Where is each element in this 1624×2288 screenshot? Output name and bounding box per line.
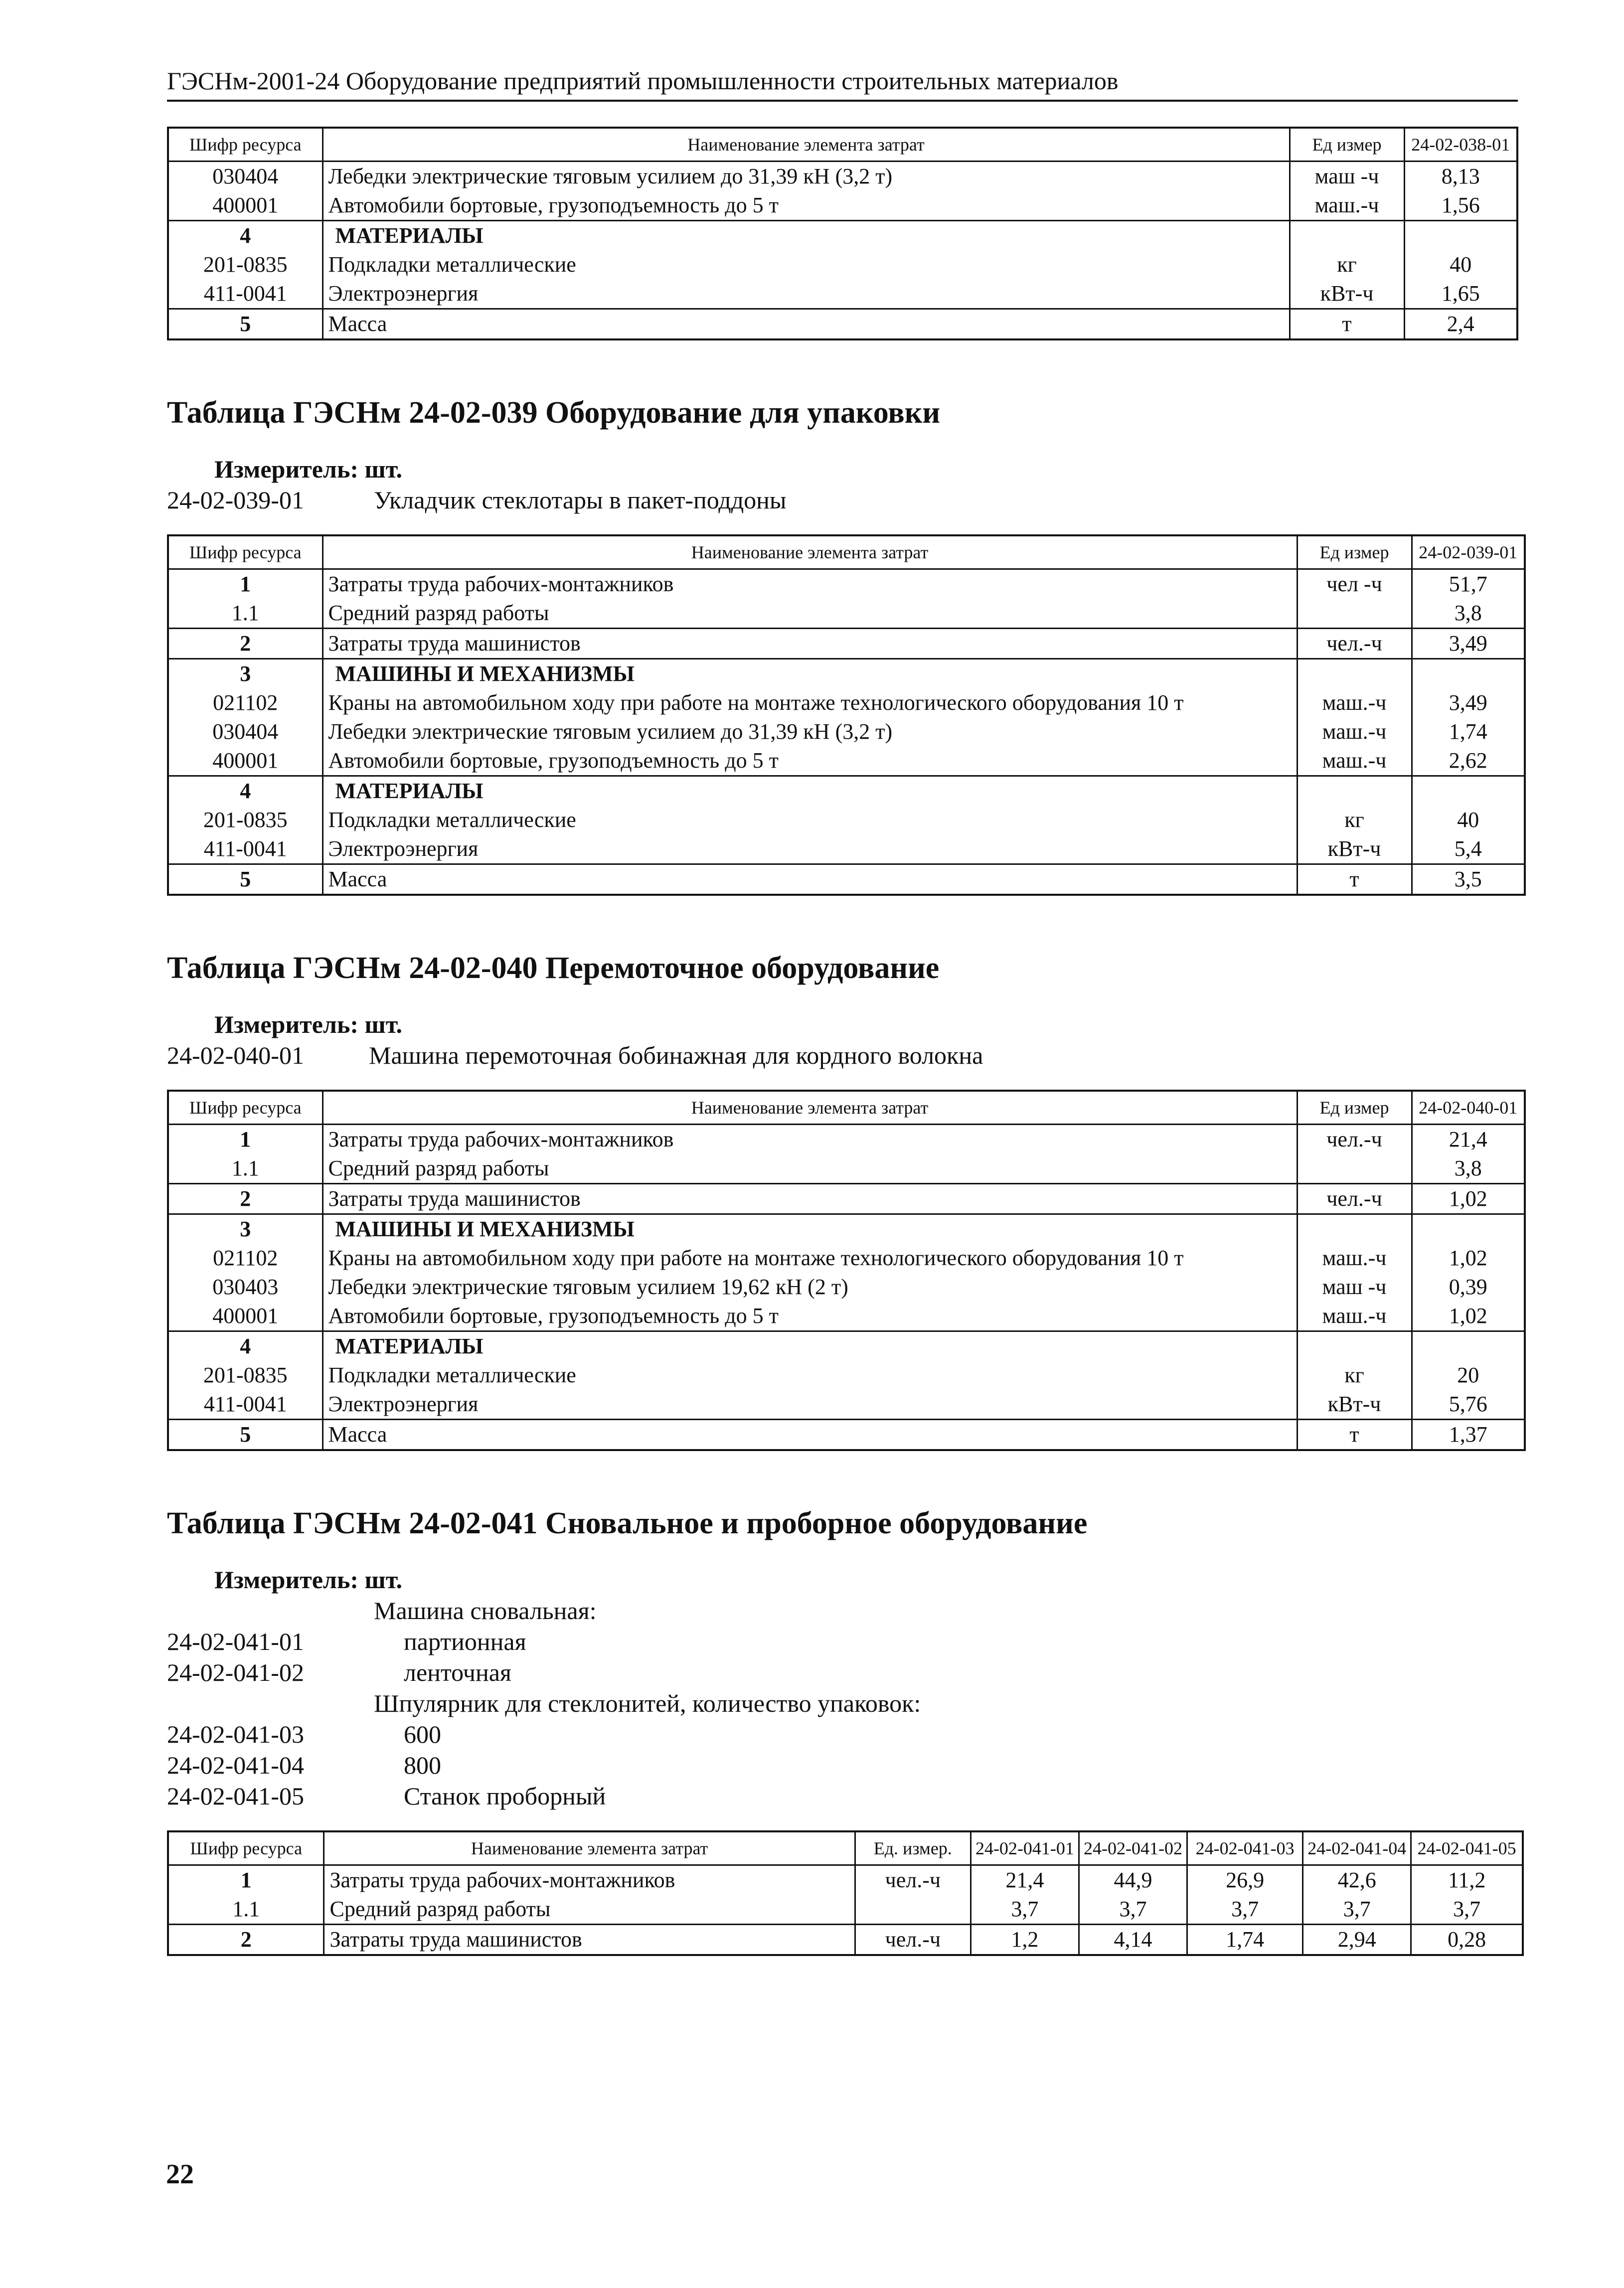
cell-name: Лебедки электрические тяговым усилием 19,62 кН (2 т)	[323, 1273, 1297, 1302]
cell-name: Затраты труда рабочих-монтажников	[323, 569, 1297, 599]
measure-label: Измеритель:	[214, 1566, 359, 1594]
cell-value: 2,62	[1412, 746, 1525, 776]
item-line	[167, 1750, 1518, 1781]
col-header-name: Наименование элемента затрат	[323, 128, 1290, 162]
table-row	[168, 1184, 1525, 1214]
cell-value: 8,13	[1404, 162, 1517, 191]
cell-value: 1,02	[1412, 1184, 1525, 1214]
page-number: 22	[166, 2159, 194, 2190]
table-row	[168, 1895, 1523, 1925]
cell-unit: кВт-ч	[1297, 1390, 1412, 1420]
cell-name: Средний разряд работы	[323, 599, 1297, 629]
item-line	[167, 1719, 1518, 1750]
cell-name: Затраты труда машинистов	[324, 1925, 855, 1956]
cell-value: 1,2	[971, 1925, 1079, 1956]
item-line	[167, 485, 1518, 515]
cell-value: 21,4	[1412, 1125, 1525, 1154]
cell-code: 1.1	[231, 1156, 259, 1180]
cell-value: 0,39	[1412, 1273, 1525, 1302]
item-name: 800	[404, 1751, 441, 1779]
cell-value: 4,14	[1079, 1925, 1187, 1956]
cell-unit: маш.-ч	[1290, 191, 1404, 221]
cell-name: Подкладки металлические	[323, 806, 1297, 834]
cell-unit	[1290, 221, 1404, 251]
cell-code: 4	[168, 776, 323, 806]
table-row	[168, 599, 1525, 629]
cell-value: 3,7	[1303, 1895, 1411, 1925]
cell-code: 411-0041	[203, 1392, 287, 1416]
col-header-value: 24-02-039-01	[1412, 535, 1525, 569]
cell-name: Лебедки электрические тяговым усилием до 31,39 кН (3,2 т)	[323, 717, 1297, 746]
cell-value: 1,02	[1412, 1302, 1525, 1331]
table-row	[168, 1865, 1523, 1895]
cell-unit	[1297, 1331, 1412, 1361]
table-row	[168, 864, 1525, 895]
table-row	[168, 1925, 1523, 1956]
cell-name: Электроэнергия	[323, 834, 1297, 864]
col-header-unit: Ед измер	[1297, 1091, 1412, 1125]
cell-value	[1412, 776, 1525, 806]
table-row	[168, 1420, 1525, 1451]
cell-value	[1412, 1331, 1525, 1361]
cell-name: Затраты труда машинистов	[323, 629, 1297, 659]
table-041	[167, 1830, 1524, 1956]
cell-unit	[1297, 1214, 1412, 1244]
cell-unit: кг	[1290, 250, 1404, 279]
table-039	[167, 534, 1526, 896]
item-code: 24-02-041-01	[167, 1628, 304, 1655]
table-row	[168, 629, 1525, 659]
item-name: Машина перемоточная бобинажная для кордного волокна	[369, 1041, 983, 1069]
cell-unit: чел.-ч	[1297, 1125, 1412, 1154]
cell-code: 030404	[212, 719, 279, 744]
cell-name: Затраты труда рабочих-монтажников	[323, 1125, 1297, 1154]
item-line	[167, 1781, 1518, 1811]
table-row	[168, 1273, 1525, 1302]
cell-code: 5	[168, 309, 323, 340]
cell-code: 3	[168, 659, 323, 689]
col-header-value: 24-02-038-01	[1404, 128, 1517, 162]
cell-code: 1	[240, 1868, 252, 1892]
cell-code: 400001	[212, 193, 279, 217]
table-row	[168, 688, 1525, 717]
cell-value: 42,6	[1303, 1865, 1411, 1895]
cell-value: 3,49	[1412, 629, 1525, 659]
cell-code: 2	[168, 1925, 324, 1956]
cell-name: МАТЕРИАЛЫ	[323, 776, 1297, 806]
cell-code: 411-0041	[203, 281, 287, 306]
table-row-section	[168, 659, 1525, 689]
measure-unit: шт.	[364, 1566, 403, 1594]
cell-code: 400001	[212, 1304, 279, 1328]
item-code: 24-02-040-01	[167, 1041, 304, 1069]
cell-code: 411-0041	[203, 836, 287, 861]
table-row	[168, 191, 1517, 221]
cell-unit: т	[1297, 1420, 1412, 1451]
table-row	[168, 1361, 1525, 1390]
cell-value: 26,9	[1187, 1865, 1303, 1895]
cell-value: 3,8	[1412, 1154, 1525, 1184]
col-header-unit: Ед. измер.	[855, 1831, 971, 1865]
table-row-section	[168, 221, 1517, 251]
cell-name: МАТЕРИАЛЫ	[323, 221, 1290, 251]
col-header-name: Наименование элемента затрат	[323, 535, 1297, 569]
item-name: партионная	[404, 1628, 526, 1655]
cell-unit: кг	[1297, 806, 1412, 834]
cell-unit: маш.-ч	[1297, 1244, 1412, 1273]
cell-name: Подкладки металлические	[323, 1361, 1297, 1390]
col-header-code: Шифр ресурса	[168, 1091, 323, 1125]
cell-value: 5,76	[1412, 1390, 1525, 1420]
cell-code: 201-0835	[203, 1363, 288, 1387]
cell-unit	[1297, 659, 1412, 689]
cell-value: 3,8	[1412, 599, 1525, 629]
item-line	[167, 1626, 1518, 1657]
col-header-code: Шифр ресурса	[168, 1831, 324, 1865]
cell-value: 44,9	[1079, 1865, 1187, 1895]
table-039-title: Таблица ГЭСНм 24-02-039 Оборудование для упаковки	[167, 396, 941, 430]
col-header-value: 24-02-041-03	[1187, 1831, 1303, 1865]
col-header-value: 24-02-041-04	[1303, 1831, 1411, 1865]
item-name: Укладчик стеклотары в пакет-поддоны	[374, 486, 787, 514]
table-040	[167, 1090, 1526, 1451]
cell-code: 1.1	[232, 1897, 260, 1921]
cell-unit: т	[1297, 864, 1412, 895]
cell-unit: маш -ч	[1297, 1273, 1412, 1302]
cell-code: 201-0835	[203, 808, 288, 832]
table-row	[168, 569, 1525, 599]
cell-name: МАШИНЫ И МЕХАНИЗМЫ	[323, 1214, 1297, 1244]
col-header-name: Наименование элемента затрат	[323, 1091, 1297, 1125]
cell-name: МАШИНЫ И МЕХАНИЗМЫ	[323, 659, 1297, 689]
table-row-section	[168, 776, 1525, 806]
measure-label: Измеритель:	[214, 455, 359, 483]
col-header-value: 24-02-041-05	[1411, 1831, 1523, 1865]
item-code: 24-02-041-03	[167, 1720, 304, 1748]
cell-name: Средний разряд работы	[324, 1895, 855, 1925]
cell-unit: маш.-ч	[1297, 1302, 1412, 1331]
cell-value: 2,94	[1303, 1925, 1411, 1956]
cell-name: Затраты труда машинистов	[323, 1184, 1297, 1214]
cell-value: 40	[1404, 250, 1517, 279]
table-040-title: Таблица ГЭСНм 24-02-040 Перемоточное оборудование	[167, 951, 940, 985]
cell-value: 1,56	[1404, 191, 1517, 221]
cell-name: Электроэнергия	[323, 1390, 1297, 1420]
cell-unit: маш.-ч	[1297, 717, 1412, 746]
cell-unit	[1297, 776, 1412, 806]
cell-unit: чел.-ч	[1297, 629, 1412, 659]
cell-value: 3,7	[971, 1895, 1079, 1925]
measure-line	[214, 1564, 1518, 1595]
table-row	[168, 746, 1525, 776]
group-line	[167, 1688, 1518, 1719]
col-header-value: 24-02-041-02	[1079, 1831, 1187, 1865]
cell-name: МАТЕРИАЛЫ	[323, 1331, 1297, 1361]
group-line	[167, 1595, 1518, 1626]
cell-unit: маш.-ч	[1297, 688, 1412, 717]
group-title: Машина сновальная:	[374, 1597, 597, 1625]
cell-code: 030403	[212, 1275, 279, 1299]
col-header-unit: Ед измер	[1297, 535, 1412, 569]
cell-value: 2,4	[1404, 309, 1517, 340]
cell-name: Краны на автомобильном ходу при работе на монтаже технологического оборудования 10 т	[323, 688, 1297, 717]
cell-name: Электроэнергия	[323, 279, 1290, 309]
measure-label: Измеритель:	[214, 1010, 359, 1038]
cell-name: Автомобили бортовые, грузоподъемность до 5 т	[323, 746, 1297, 776]
cell-name: Масса	[323, 864, 1297, 895]
cell-unit: кВт-ч	[1297, 834, 1412, 864]
cell-code: 2	[168, 629, 323, 659]
table-row	[168, 1244, 1525, 1273]
table-041-title: Таблица ГЭСНм 24-02-041 Сновальное и проборное оборудование	[167, 1506, 1088, 1540]
cell-name: Масса	[323, 1420, 1297, 1451]
cell-code: 021102	[213, 690, 278, 715]
col-header-code: Шифр ресурса	[168, 128, 323, 162]
running-header: ГЭСНм-2001-24 Оборудование предприятий промышленности строительных материалов	[167, 67, 1119, 95]
cell-code: 400001	[212, 748, 279, 773]
cell-value: 1,37	[1412, 1420, 1525, 1451]
measure-line	[214, 454, 1518, 485]
document-page	[167, 65, 1518, 1956]
cell-code: 1	[240, 572, 251, 596]
item-code: 24-02-041-02	[167, 1658, 304, 1686]
cell-name: Средний разряд работы	[323, 1154, 1297, 1184]
cell-code: 030404	[212, 164, 279, 188]
col-header-unit: Ед измер	[1290, 128, 1404, 162]
measure-line	[214, 1009, 1518, 1040]
col-header-name: Наименование элемента затрат	[324, 1831, 855, 1865]
cell-code: 2	[168, 1184, 323, 1214]
cell-unit: чел.-ч	[855, 1925, 971, 1956]
cell-value: 5,4	[1412, 834, 1525, 864]
cell-code: 1.1	[231, 601, 259, 625]
cell-value: 3,7	[1187, 1895, 1303, 1925]
table-row	[168, 1154, 1525, 1184]
cell-value: 40	[1412, 806, 1525, 834]
cell-code: 5	[168, 864, 323, 895]
cell-value	[1412, 659, 1525, 689]
cell-value: 3,7	[1411, 1895, 1523, 1925]
cell-code: 3	[168, 1214, 323, 1244]
cell-unit	[1297, 599, 1412, 629]
cell-unit: маш -ч	[1290, 162, 1404, 191]
cell-value	[1404, 221, 1517, 251]
cell-unit	[855, 1895, 971, 1925]
table-row	[168, 309, 1517, 340]
cell-value: 1,74	[1412, 717, 1525, 746]
item-name: 600	[404, 1720, 441, 1748]
item-code: 24-02-041-05	[167, 1782, 304, 1810]
cell-unit: кВт-ч	[1290, 279, 1404, 309]
cell-value: 11,2	[1411, 1865, 1523, 1895]
item-name: Станок проборный	[404, 1782, 606, 1810]
table-row	[168, 806, 1525, 834]
cell-code: 021102	[213, 1246, 278, 1270]
cell-unit: чел -ч	[1297, 569, 1412, 599]
cell-value: 1,02	[1412, 1244, 1525, 1273]
measure-unit: шт.	[364, 1010, 403, 1038]
table-row	[168, 717, 1525, 746]
measure-unit: шт.	[364, 455, 403, 483]
cell-name: Краны на автомобильном ходу при работе на монтаже технологического оборудования 10 т	[323, 1244, 1297, 1273]
cell-code: 5	[168, 1420, 323, 1451]
table-row-section	[168, 1331, 1525, 1361]
header-rule	[167, 100, 1518, 102]
table-row-section	[168, 1214, 1525, 1244]
cell-code: 4	[168, 1331, 323, 1361]
cell-code: 4	[168, 221, 323, 251]
item-line	[167, 1657, 1518, 1688]
cell-value: 3,49	[1412, 688, 1525, 717]
col-header-value: 24-02-041-01	[971, 1831, 1079, 1865]
cell-value: 3,7	[1079, 1895, 1187, 1925]
cell-value: 21,4	[971, 1865, 1079, 1895]
table-row	[168, 162, 1517, 191]
cell-code: 201-0835	[203, 252, 288, 277]
table-row	[168, 250, 1517, 279]
cell-name: Автомобили бортовые, грузоподъемность до 5 т	[323, 191, 1290, 221]
cell-unit: кг	[1297, 1361, 1412, 1390]
table-row	[168, 279, 1517, 309]
table-row	[168, 1302, 1525, 1331]
item-code: 24-02-039-01	[167, 486, 304, 514]
cell-unit	[1297, 1154, 1412, 1184]
cell-value: 20	[1412, 1361, 1525, 1390]
table-row	[168, 834, 1525, 864]
item-name: ленточная	[404, 1658, 511, 1686]
cell-name: Масса	[323, 309, 1290, 340]
item-line	[167, 1040, 1518, 1071]
cell-value: 51,7	[1412, 569, 1525, 599]
table-row	[168, 1125, 1525, 1154]
cell-value: 1,65	[1404, 279, 1517, 309]
cell-unit: маш.-ч	[1297, 746, 1412, 776]
item-code: 24-02-041-04	[167, 1751, 304, 1779]
cell-unit: чел.-ч	[1297, 1184, 1412, 1214]
cell-name: Лебедки электрические тяговым усилием до 31,39 кН (3,2 т)	[323, 162, 1290, 191]
group-title: Шпулярник для стеклонитей, количество упаковок:	[374, 1689, 921, 1717]
col-header-code: Шифр ресурса	[168, 535, 323, 569]
cell-name: Затраты труда рабочих-монтажников	[324, 1865, 855, 1895]
cell-value: 1,74	[1187, 1925, 1303, 1956]
cell-value	[1412, 1214, 1525, 1244]
cell-unit: т	[1290, 309, 1404, 340]
cell-value: 0,28	[1411, 1925, 1523, 1956]
cell-unit: чел.-ч	[855, 1865, 971, 1895]
col-header-value: 24-02-040-01	[1412, 1091, 1525, 1125]
cell-name: Автомобили бортовые, грузоподъемность до 5 т	[323, 1302, 1297, 1331]
table-038-continuation	[167, 127, 1518, 340]
cell-value: 3,5	[1412, 864, 1525, 895]
table-row	[168, 1390, 1525, 1420]
cell-code: 1	[240, 1127, 251, 1151]
cell-name: Подкладки металлические	[323, 250, 1290, 279]
